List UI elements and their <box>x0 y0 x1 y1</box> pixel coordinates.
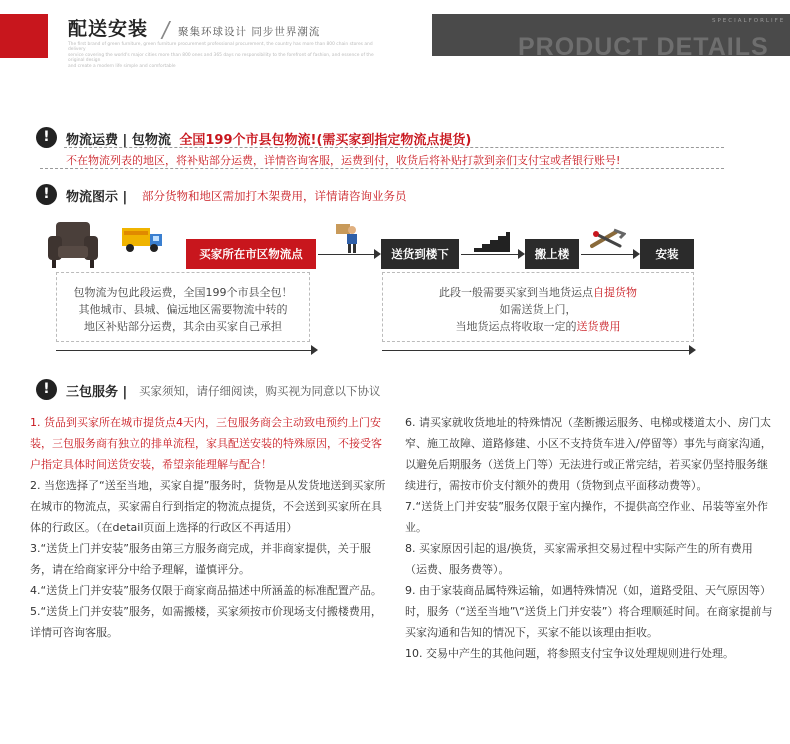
separator: | <box>122 133 128 148</box>
term-item: 6. 请买家就收货地址的特殊情况（垄断搬运服务、电梯或楼道太小、房门太窄、施工故障、道路修建、小区不支持货车进入/停留等）事先与商家沟通，以避免后期服务（送货上门等）无法进行或正常完结，若买家仍坚持服务继续进行，需按市价支付额外的费用（货物到点平面移动费等）。 <box>405 416 772 492</box>
header-red-block <box>0 14 48 58</box>
flow-step-carry-upstairs: 搬上楼 <box>525 239 579 269</box>
flow-note-line: 地区补贴部分运费，其余由买家自己承担 <box>84 320 282 333</box>
flow-note-highlight: 送货费用 <box>576 320 621 333</box>
flow-note-left <box>56 284 310 335</box>
flow-connector <box>581 254 633 255</box>
term-item: 2. 当您选择了“送至当地，买家自提”服务时，货物是从发货地送到买家所在城市的物流点，买家需自行到指定的物流点提货，不会送到买家所在具体的行政区。（在detail页面上选择的行政区不再适用） <box>30 479 386 534</box>
header-en-line: service covering the world's major cities more than 800 ones and 365 days no responsibility to the forefront of fashion, and essence of the original design <box>68 52 374 64</box>
flow-note-text: 当地货运点将收取一定的 <box>455 320 577 333</box>
separator: | <box>122 385 128 400</box>
service-title: 三包服务 <box>66 385 119 400</box>
service-heading <box>66 381 127 400</box>
flow-note-text: 此段一般需要买家到当地货运点 <box>439 286 593 299</box>
arrow-icon <box>689 345 696 355</box>
page-title: 配送安装 <box>68 18 149 40</box>
divider <box>40 168 724 169</box>
tools-icon <box>590 226 626 252</box>
flow-baseline <box>382 350 689 351</box>
warning-icon: ! <box>36 184 57 205</box>
logistics-heading <box>66 129 471 148</box>
term-item: 4.“送货上门并安装”服务仅限于商家商品描述中所涵盖的标准配置产品。 <box>30 584 382 597</box>
flow-step-install: 安装 <box>640 239 694 269</box>
flowchart-heading <box>66 186 127 205</box>
arrow-icon <box>518 249 525 259</box>
stairs-icon <box>474 232 510 252</box>
flow-baseline <box>56 350 311 351</box>
term-item: 1. 货品到买家所在城市提货点4天内，三包服务商会主动致电预约上门安装，三包服务商有独立的排单流程，家具配送安装的特殊原因，不接受客户指定具体时间送货安装，希望亲能理解与配合！ <box>30 416 382 471</box>
flow-note-text: 如需送货上门， <box>499 303 577 316</box>
flow-note-line: 其他城市、县城、偏远地区需要物流中转的 <box>78 303 288 316</box>
flow-note-highlight: 自提货物 <box>593 286 637 299</box>
warning-icon: ! <box>36 127 57 148</box>
service-subtitle: 买家须知，请仔细阅读，购买视为同意以下协议 <box>139 384 381 398</box>
logistics-note: 不在物流列表的地区，将补贴部分运费，详情咨询客服，运费到付，收货后将补贴打款到亲们支付宝或者银行账号! <box>66 154 621 167</box>
product-details-banner <box>432 14 790 56</box>
banner-main-text: PRODUCT DETAILS <box>518 33 769 56</box>
truck-icon <box>120 224 164 254</box>
header-subtitle: 聚集环球设计 同步世界潮流 <box>178 26 321 38</box>
logistics-highlight: 全国199个市县包物流!(需买家到指定物流点提货) <box>179 133 472 148</box>
flow-step-deliver-downstairs: 送货到楼下 <box>381 239 459 269</box>
header-slash: / <box>159 18 172 43</box>
flow-step-city-logistics-point: 买家所在市区物流点 <box>186 239 316 269</box>
divider <box>64 147 724 148</box>
flowchart-title: 物流图示 <box>66 190 119 205</box>
header-en-line: The first brand of green furniture, green furniture procurement professional procurement, the country has more than 800 chain stores and delivery <box>68 42 373 53</box>
term-item: 8. 买家原因引起的退/换货，买家需承担交易过程中实际产生的所有费用（运费、服务费等）。 <box>405 542 753 576</box>
arrow-icon <box>311 345 318 355</box>
arrow-icon <box>374 249 381 259</box>
header-english-text <box>68 42 388 69</box>
flow-note-line: 包物流为包此段运费，全国199个市县全包！ <box>73 286 293 299</box>
flow-note-right <box>382 284 694 335</box>
terms-left-column <box>30 412 390 643</box>
sofa-icon <box>44 220 102 270</box>
logistics-title-b: 包物流 <box>131 133 171 148</box>
term-item: 9. 由于家装商品属特殊运输，如遇特殊情况（如，道路受阻、天气原因等）时，服务（“送至当地”\“送货上门并安装”）将合理顺延时间。在商家提前与买家沟通和告知的情况下，买家不能以该理由拒收。 <box>405 584 773 639</box>
logistics-title-a: 物流运费 <box>66 133 119 148</box>
term-item: 7.“送货上门并安装”服务仅限于室内操作，不提供高空作业、吊装等室外作业。 <box>405 500 768 534</box>
banner-small-text: SPECIALFORLIFE <box>712 18 786 24</box>
terms-right-column <box>405 412 773 664</box>
warning-icon: ! <box>36 379 57 400</box>
flow-connector <box>461 254 518 255</box>
arrow-icon <box>633 249 640 259</box>
delivery-worker-icon <box>334 222 360 254</box>
flowchart-note: 部分货物和地区需加打木架费用，详情请咨询业务员 <box>142 189 407 203</box>
header-en-line: and create a modern life simple and comfortable <box>68 63 176 69</box>
term-item: 3.“送货上门并安装”服务由第三方服务商完成，并非商家提供，关于服务，请在给商家评分中给予理解，谨慎评分。 <box>30 542 371 576</box>
flow-connector <box>318 254 374 255</box>
term-item: 10. 交易中产生的其他问题，将参照支付宝争议处理规则进行处理。 <box>405 647 734 660</box>
separator: | <box>122 190 128 205</box>
term-item: 5.“送货上门并安装”服务，如需搬楼，买家须按市价现场支付搬楼费用，详情可咨询客服。 <box>30 605 382 639</box>
